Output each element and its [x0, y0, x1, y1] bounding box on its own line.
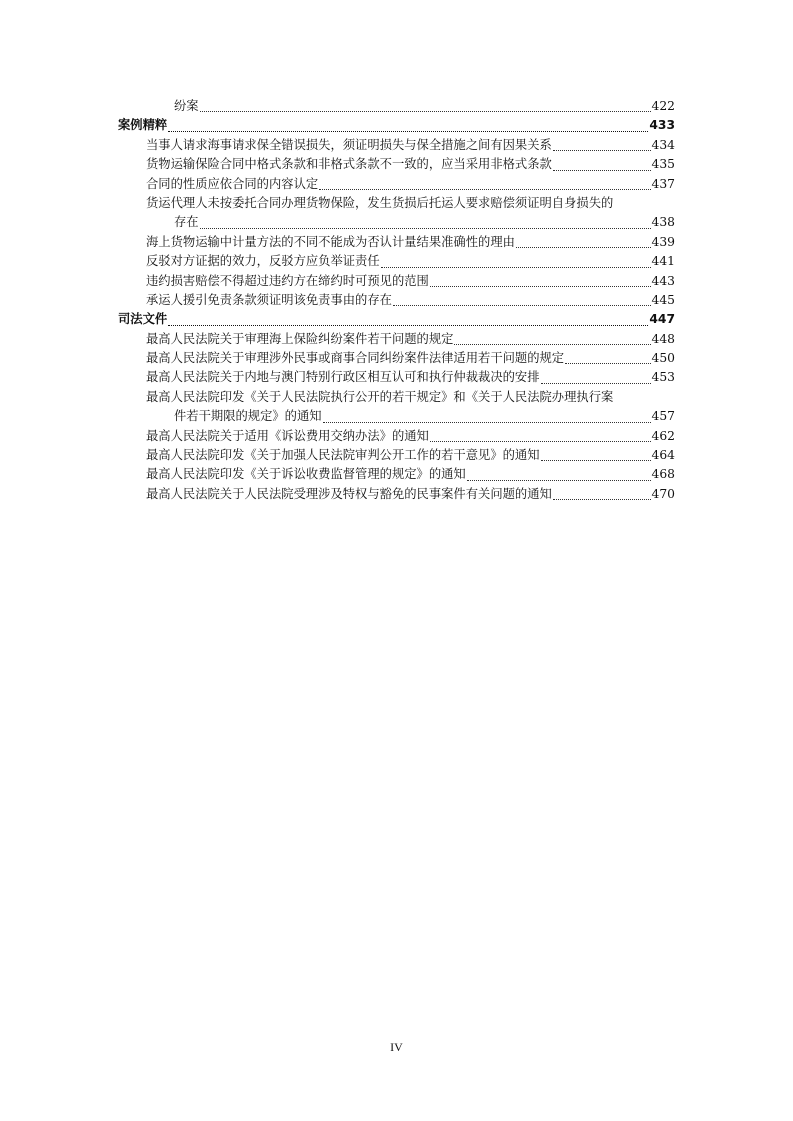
toc-entry-page: 437: [651, 176, 675, 191]
toc-entry-title: 当事人请求海事请求保全错误损失，须证明损失与保全措施之间有因果关系: [146, 137, 552, 152]
toc-entry-continuation[interactable]: [118, 213, 675, 232]
toc-entry-page: 462: [651, 428, 675, 443]
page-number: IV: [390, 1040, 403, 1054]
toc-entry-title: 最高人民法院印发《关于人民法院执行公开的若干规定》和《关于人民法院办理执行案: [146, 389, 614, 404]
toc-entry-page: 464: [651, 448, 675, 463]
toc-entry-page: 441: [651, 254, 675, 269]
leader-dots: [553, 485, 651, 500]
toc-entry-page: 457: [651, 409, 675, 424]
toc-entry-first-line[interactable]: [118, 194, 675, 213]
leader-dots: [393, 291, 651, 306]
toc-entry-title: 反驳对方证据的效力，反驳方应负举证责任: [146, 254, 380, 269]
leader-dots: [541, 369, 651, 384]
leader-dots: [430, 272, 651, 287]
table-of-contents: [118, 97, 675, 504]
toc-entry-title: 违约损害赔偿不得超过违约方在缔约时可预见的范围: [146, 273, 429, 288]
toc-section-page: 433: [649, 118, 675, 133]
toc-entry[interactable]: [118, 175, 675, 194]
toc-entry[interactable]: [118, 446, 675, 465]
toc-entry-title: 最高人民法院关于适用《诉讼费用交纳办法》的通知: [146, 428, 429, 443]
toc-entry[interactable]: [118, 155, 675, 174]
leader-dots: [430, 427, 651, 442]
toc-entry-page: 450: [651, 351, 675, 366]
toc-section-title: 案例精粹: [118, 118, 168, 133]
toc-entry-continuation[interactable]: [118, 407, 675, 426]
toc-entry-title: 承运人援引免责条款须证明该免责事由的存在: [146, 292, 392, 307]
toc-entry[interactable]: [118, 252, 675, 271]
toc-entry-title: 最高人民法院印发《关于加强人民法院审判公开工作的若干意见》的通知: [146, 448, 540, 463]
leader-dots: [565, 349, 650, 364]
toc-entry[interactable]: [118, 272, 675, 291]
leader-dots: [168, 117, 648, 132]
toc-entry-title: 最高人民法院关于内地与澳门特别行政区相互认可和执行仲裁裁决的安排: [146, 370, 540, 385]
toc-entry-title: 海上货物运输中计量方法的不同不能成为否认计量结果准确性的理由: [146, 234, 515, 249]
toc-section-heading[interactable]: [118, 116, 675, 135]
toc-entry-page: 468: [651, 467, 675, 482]
toc-entry-page: 439: [651, 234, 675, 249]
leader-dots: [467, 466, 651, 481]
toc-entry-page: 443: [651, 273, 675, 288]
leader-dots: [516, 233, 651, 248]
toc-section-heading[interactable]: [118, 310, 675, 329]
toc-entry[interactable]: [118, 136, 675, 155]
toc-entry-title: 货物运输保险合同中格式条款和非格式条款不一致的，应当采用非格式条款: [146, 157, 552, 172]
toc-entry[interactable]: [118, 233, 675, 252]
toc-entry-page: 435: [651, 157, 675, 172]
toc-entry-first-line[interactable]: [118, 388, 675, 407]
toc-entry-title: 合同的性质应依合同的内容认定: [146, 176, 319, 191]
leader-dots: [200, 214, 651, 229]
leader-dots: [200, 97, 651, 112]
leader-dots: [381, 253, 651, 268]
leader-dots: [454, 330, 650, 345]
toc-entry[interactable]: [118, 485, 675, 504]
toc-entry[interactable]: [118, 465, 675, 484]
toc-entry-page: 438: [651, 215, 675, 230]
toc-entry[interactable]: [118, 291, 675, 310]
toc-entry-page: 448: [651, 331, 675, 346]
toc-entry[interactable]: [118, 349, 675, 368]
toc-entry-page: 470: [651, 486, 675, 501]
toc-entry-title: 最高人民法院印发《关于诉讼收费监督管理的规定》的通知: [146, 467, 466, 482]
toc-entry[interactable]: [118, 427, 675, 446]
toc-entry-page: 434: [651, 137, 675, 152]
toc-entry[interactable]: [118, 368, 675, 387]
leader-dots: [553, 136, 651, 151]
toc-section-page: 447: [649, 312, 675, 327]
toc-entry-title: 最高人民法院关于人民法院受理涉及特权与豁免的民事案件有关问题的通知: [146, 486, 552, 501]
leader-dots: [323, 408, 651, 423]
leader-dots: [553, 156, 651, 171]
leader-dots: [168, 311, 648, 326]
toc-entry-title: 最高人民法院关于审理涉外民事或商事合同纠纷案件法律适用若干问题的规定: [146, 351, 565, 366]
toc-entry-page: 453: [651, 370, 675, 385]
toc-entry-title: 纷案: [174, 98, 199, 113]
toc-entry[interactable]: [118, 97, 675, 116]
leader-dots: [541, 446, 651, 461]
toc-entry-title: 货运代理人未按委托合同办理货物保险，发生货损后托运人要求赔偿须证明自身损失的: [146, 195, 614, 210]
toc-section-title: 司法文件: [118, 312, 168, 327]
toc-entry-title-continued: 存在: [174, 215, 199, 230]
toc-entry-title-continued: 件若干期限的规定》的通知: [174, 409, 322, 424]
toc-entry-page: 445: [651, 292, 675, 307]
toc-entry[interactable]: [118, 330, 675, 349]
leader-dots: [319, 175, 650, 190]
toc-entry-page: 422: [651, 98, 675, 113]
toc-entry-title: 最高人民法院关于审理海上保险纠纷案件若干问题的规定: [146, 331, 454, 346]
